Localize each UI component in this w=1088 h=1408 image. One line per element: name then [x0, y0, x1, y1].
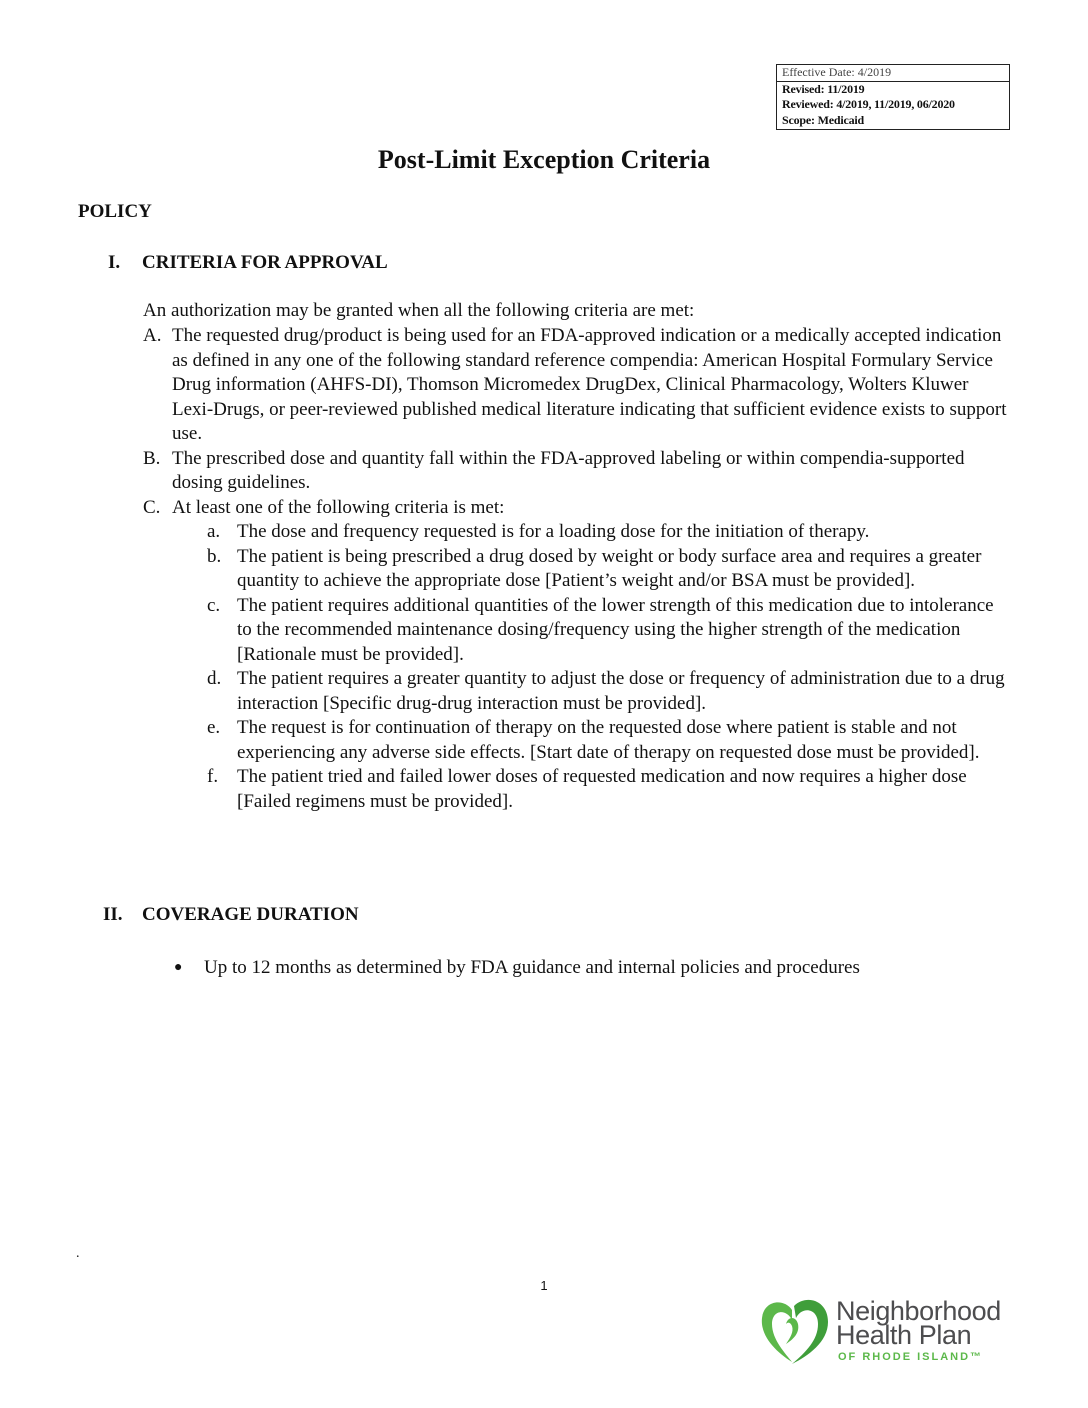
sub-list-item — [207, 667, 1013, 716]
reviewed-dates: Reviewed: 4/2019, 11/2019, 06/2020 — [782, 97, 955, 111]
sub-list-item — [207, 545, 1013, 594]
sub-item-marker: f. — [207, 766, 219, 787]
sub-list-item — [207, 765, 1013, 814]
sub-item-marker: e. — [207, 717, 221, 738]
page-number: 1 — [540, 1278, 548, 1293]
sub-item-marker: b. — [207, 545, 222, 567]
list-item — [143, 324, 1013, 447]
sub-item-text: The patient is being prescribed a drug dosed by weight or body surface area and requires a greater quantity to achieve the appropriate dose [Patient’s weight and/or BSA must be provided]. — [237, 545, 982, 591]
sub-list-item — [207, 520, 1013, 545]
item-marker: B. — [143, 447, 161, 469]
sub-item-text: The dose and frequency requested is for a loading dose for the initiation of therapy. — [237, 521, 870, 542]
logo-line-2: Health Plan — [836, 1320, 972, 1350]
coverage-bullet — [174, 956, 860, 981]
coverage-text: Up to 12 months as determined by FDA guidance and internal policies and procedures — [204, 957, 860, 978]
section-2-heading — [103, 904, 359, 926]
logo-line-3: OF RHODE ISLAND™ — [838, 1351, 984, 1363]
effective-date: Effective Date: 4/2019 — [777, 65, 1009, 82]
logo — [756, 1294, 1016, 1370]
sub-item-text: The patient requires additional quantities of the lower strength of this medication due to intolerance to the recommended maintenance dosing/frequency using the higher strength of the medication [Rationale must be provided]. — [237, 594, 994, 665]
sub-item-marker: d. — [207, 668, 222, 689]
sub-item-text: The patient tried and failed lower doses of requested medication and now requires a higher dose [Failed regimens must be provided]. — [237, 766, 967, 812]
bullet-icon: ● — [174, 960, 183, 975]
policy-heading: POLICY — [78, 201, 152, 222]
sub-list-item — [207, 716, 1013, 765]
sub-item-text: The request is for continuation of therapy on the requested dose where patient is stable and not experiencing any adverse side effects. [Start date of therapy on requested dose must be provided]. — [237, 717, 980, 763]
page-title: Post-Limit Exception Criteria — [377, 145, 711, 174]
section-1-title: CRITERIA FOR APPROVAL — [142, 252, 388, 273]
sub-criteria-list — [207, 520, 1013, 814]
criteria-intro: An authorization may be granted when all the following criteria are met: — [143, 300, 695, 321]
logo-line-1: Neighborhood — [836, 1296, 1001, 1326]
section-2-number: II. — [103, 904, 123, 925]
item-text: The requested drug/product is being used for an FDA-approved indication or a medically accepted indication as defined in any one of the following standard reference compendia: American Hospital Formulary Service Drug information (AHFS-DI), Thomson Micromedex DrugDex, Clinical Pharmacology, Wolters Kluwer Lexi-Drugs, or peer-reviewed published medical literature indicating that sufficient evidence exists to support use. — [172, 325, 1007, 444]
list-item — [143, 496, 1013, 521]
section-1-heading — [108, 252, 388, 274]
criteria-list — [143, 324, 1013, 814]
item-marker: A. — [143, 325, 162, 346]
sub-item-marker: c. — [207, 594, 221, 616]
revised-date: Revised: 11/2019 — [782, 81, 865, 96]
stray-mark: . — [76, 1246, 80, 1261]
section-2-title: COVERAGE DURATION — [142, 904, 359, 925]
item-text: At least one of the following criteria is met: — [172, 496, 505, 518]
sub-item-marker: a. — [207, 521, 221, 542]
sub-list-item — [207, 594, 1013, 668]
section-1-number: I. — [108, 252, 121, 273]
item-text: The prescribed dose and quantity fall within the FDA-approved labeling or within compendia-supported dosing guidelines. — [172, 447, 965, 493]
heart-logo-icon — [756, 1294, 834, 1370]
scope: Scope: Medicaid — [782, 112, 864, 127]
list-item — [143, 447, 1013, 496]
dates-box — [776, 64, 1010, 130]
sub-item-text: The patient requires a greater quantity to adjust the dose or frequency of administration due to a drug interaction [Specific drug-drug interaction must be provided]. — [237, 668, 1005, 714]
item-marker: C. — [143, 496, 161, 518]
